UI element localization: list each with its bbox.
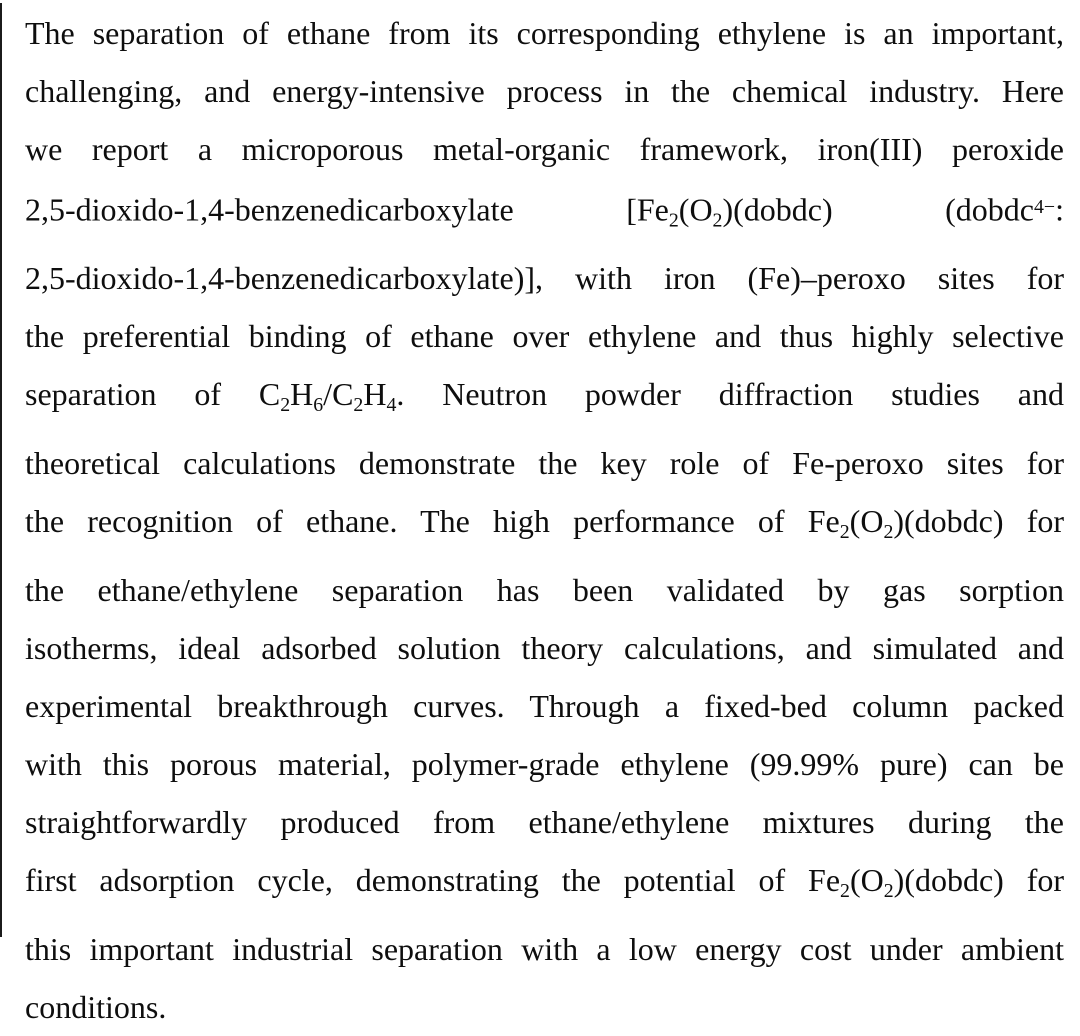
body-text: The separation of ethane from its corresponding ethylene is an important, (25, 15, 1064, 51)
body-text: isotherms, ideal adsorbed solution theory calculations, and simulated and (25, 630, 1064, 667)
subscript-text: 2 (883, 880, 894, 903)
abstract-line (25, 120, 1064, 178)
body-text: we report a microporous metal-organic framework, iron(III) peroxide (25, 131, 1064, 167)
body-text: the preferential binding of ethane over ethylene and thus highly selective (25, 318, 1064, 355)
subscript-text: 6 (313, 394, 324, 417)
body-text: theoretical calculations demonstrate the key role of Fe-peroxo sites for (25, 445, 1064, 482)
body-text: /C (323, 376, 354, 413)
abstract-line (25, 492, 1064, 561)
superscript-text: 4− (1034, 196, 1056, 218)
body-text: first adsorption cycle, demonstrating the potential of Fe (25, 862, 841, 899)
body-text: challenging, and energy-intensive process in the chemical industry. Here (25, 73, 1064, 109)
abstract-line (25, 365, 1064, 434)
subscript-text: 2 (668, 209, 679, 232)
subscript-text: 4 (386, 394, 397, 417)
body-text: separation of C (25, 376, 281, 413)
abstract-line (25, 677, 1064, 735)
subscript-text: 2 (712, 209, 723, 232)
abstract-line (25, 851, 1064, 920)
abstract-line (25, 561, 1064, 619)
body-text: 2,5-dioxido-1,4-benzenedicarboxylate [Fe (25, 191, 669, 228)
abstract-line (25, 619, 1064, 677)
body-text: the ethane/ethylene separation has been validated by gas sorption (25, 572, 1064, 609)
body-text: (O (678, 191, 713, 228)
body-text: )(dobdc) (dobdc (722, 191, 1034, 228)
abstract-line (25, 434, 1064, 492)
abstract-line (25, 793, 1064, 851)
abstract-line (25, 4, 1064, 62)
body-text: this important industrial separation with a low energy cost under ambient (25, 931, 1064, 968)
abstract-line (25, 62, 1064, 120)
subscript-text: 2 (839, 521, 850, 544)
body-text: with this porous material, polymer-grade ethylene (99.99% pure) can be (25, 746, 1064, 783)
abstract-line (25, 249, 1064, 307)
abstract-line (25, 307, 1064, 365)
body-text: experimental breakthrough curves. Through a fixed-bed column packed (25, 688, 1064, 725)
body-text: H (363, 376, 387, 413)
body-text: H (290, 376, 314, 413)
body-text: : (1055, 191, 1064, 228)
scan-edge-artifact (0, 3, 2, 937)
body-text: )(dobdc) for (893, 862, 1065, 899)
subscript-text: 2 (840, 880, 850, 903)
abstract-line (25, 178, 1064, 249)
abstract-line (25, 978, 1064, 1036)
body-text: conditions. (25, 989, 167, 1026)
abstract-line (25, 735, 1064, 793)
body-text: (O (849, 862, 884, 899)
abstract-line (25, 920, 1064, 978)
subscript-text: 2 (280, 394, 291, 417)
body-text: 2,5-dioxido-1,4-benzenedicarboxylate)], with iron (Fe)–peroxo sites for (25, 260, 1064, 297)
body-text: )(dobdc) for (893, 503, 1065, 540)
abstract-paragraph (25, 4, 1064, 1036)
subscript-text: 2 (883, 521, 894, 544)
body-text: . Neutron powder diffraction studies and (396, 376, 1065, 413)
subscript-text: 2 (353, 394, 364, 417)
body-text: (O (849, 503, 884, 540)
body-text: straightforwardly produced from ethane/ethylene mixtures during the (25, 804, 1064, 841)
body-text: the recognition of ethane. The high performance of Fe (25, 503, 840, 540)
